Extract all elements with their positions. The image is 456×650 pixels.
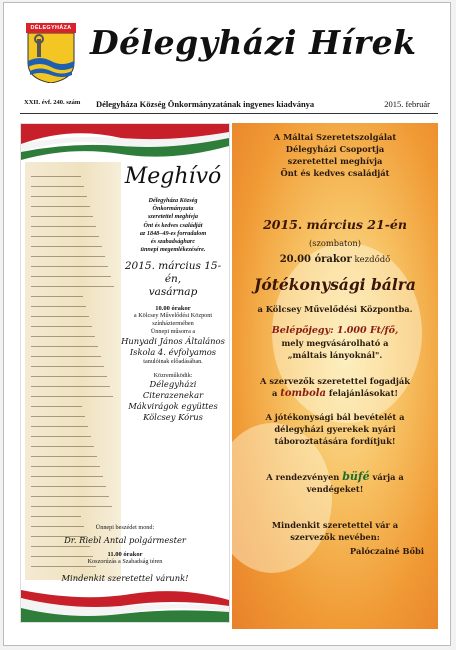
tombola-line — [238, 387, 432, 400]
school-note: tanulóinak előadásában. — [143, 358, 203, 366]
buffet-line: vendégeket! — [306, 484, 364, 494]
flag-ribbon-top — [21, 124, 229, 160]
contributors-label: Közreműködik: — [153, 372, 193, 380]
manuscript-ink-line — [31, 176, 81, 177]
manuscript-ink-line — [31, 206, 90, 207]
charity-intro — [238, 131, 432, 179]
speech-label: Ünnepi beszédet mond: — [95, 524, 155, 531]
manuscript-ink-line — [31, 406, 82, 407]
tombola-block — [238, 375, 432, 400]
ball-weekday: (szombaton) — [309, 238, 361, 248]
ticket-block — [238, 325, 432, 361]
manuscript-ink-line — [31, 386, 110, 387]
speaker: Dr. Riebl Antal polgármester — [64, 535, 186, 545]
manuscript-ink-line — [31, 236, 99, 237]
publisher-line: Délegyháza Község Önkormányzatának ingyenes kiadványa — [96, 99, 315, 109]
organizer-signature: Palóczainé Bőbi — [349, 546, 424, 556]
ticket-line: mely megvásárolható a — [281, 338, 389, 348]
ticket-line: „máltais lányoknál". — [287, 350, 383, 360]
proceeds-line: délegyházi gyerekek nyári — [274, 424, 396, 434]
proceeds-block — [238, 411, 432, 447]
closing-line: Mindenkit szeretettel vár a — [271, 520, 399, 530]
manuscript-ink-line — [31, 426, 88, 427]
contributor: Mákvirágok együttes — [128, 401, 218, 412]
intro-line: Önt és kedves családját — [280, 168, 390, 178]
intro-line: Önt és kedves családját — [143, 221, 203, 229]
intro-line: Délegyháza Község — [148, 197, 198, 204]
buffet-word: büfé — [342, 470, 370, 483]
crest-label: DÉLEGYHÁZA — [26, 23, 76, 33]
buffet-suffix: várja a — [369, 472, 404, 482]
manuscript-ink-line — [31, 316, 89, 317]
intro-line: Önkormányzata — [152, 205, 194, 213]
manuscript-ink-line — [31, 326, 92, 327]
tombola-word: tombola — [280, 388, 327, 399]
manuscript-ink-line — [31, 246, 102, 247]
ball-date: 2015. március 21-én — [263, 217, 407, 232]
manuscript-ink-line — [31, 266, 108, 267]
ticket-price: Belépőjegy: 1.000 Ft/fő, — [271, 325, 399, 336]
proceeds-line: A jótékonysági bál bevételét a — [265, 412, 405, 422]
event-time: 10.00 órakor — [155, 305, 191, 313]
manuscript-ink-line — [31, 496, 109, 497]
school-line: Hunyadi János Általános — [121, 336, 225, 347]
manuscript-ink-line — [31, 446, 94, 447]
newspaper-title: Délegyházi Hírek — [90, 23, 417, 62]
village-crest — [26, 23, 76, 83]
intro-line: szeretettel meghívja — [287, 156, 383, 166]
manuscript-ink-line — [31, 276, 111, 277]
manuscript-ink-line — [31, 346, 98, 347]
manuscript-ink-line — [31, 256, 105, 257]
program-label: Ünnepi műsorra a — [150, 328, 196, 336]
charity-closing — [238, 519, 432, 557]
issue-info-bar — [4, 99, 451, 111]
ball-time — [238, 253, 432, 267]
flag-ribbon-bottom — [21, 586, 229, 622]
venue-line: színháztermében — [152, 320, 194, 328]
contributor: Délegyházi — [149, 379, 197, 390]
buffet-prefix: A rendezvényen — [266, 472, 343, 482]
manuscript-ink-line — [31, 186, 84, 187]
manuscript-ink-line — [31, 466, 100, 467]
proceeds-line: táboroztatására fordítjuk! — [274, 436, 396, 446]
manuscript-ink-line — [31, 366, 104, 367]
venue-line: a Kölcsey Művelődési Központ — [133, 312, 213, 320]
manuscript-ink-line — [31, 476, 103, 477]
ball-venue: a Kölcsey Művelődési Központba. — [257, 304, 413, 314]
invitation-title: Meghívó — [124, 164, 222, 189]
buffet-block — [238, 471, 432, 495]
tombola-line: A szervezők szeretettel fogadják — [260, 376, 410, 386]
manuscript-ink-line — [31, 456, 97, 457]
wreath-text: Koszorúzás a Szabadság téren — [87, 558, 163, 565]
manuscript-ink-line — [31, 356, 101, 357]
manuscript-ink-line — [31, 486, 106, 487]
newsletter-page — [3, 2, 451, 646]
issue-number: XXII. évf. 240. szám — [24, 99, 81, 106]
event-date-line: 2015. március 15-én, — [124, 260, 222, 286]
issue-date: 2015. február — [384, 99, 430, 109]
invitation-text — [119, 164, 227, 423]
manuscript-ink-line — [31, 306, 86, 307]
manuscript-ink-line — [31, 376, 107, 377]
event-date — [119, 260, 227, 299]
manuscript-ink-line — [31, 296, 83, 297]
intro-line: A Máltai Szeretetszolgálat — [273, 132, 397, 142]
closing-line: szervezők nevében: — [290, 532, 380, 542]
event-name: Jótékonysági bálra — [254, 275, 416, 294]
ball-time-suffix: kezdődő — [351, 255, 391, 265]
manuscript-ink-line — [31, 336, 95, 337]
contributor: Kölcsey Kórus — [143, 412, 203, 423]
invitation-panel — [20, 123, 230, 623]
wreath-time: 11.00 órakor — [107, 551, 143, 558]
manuscript-ink-line — [31, 216, 93, 217]
invitation-closing: Mindenkit szeretettel várunk! — [61, 573, 189, 583]
intro-line: Délegyházi Csoportja — [285, 144, 385, 154]
speech-block — [21, 524, 229, 584]
manuscript-image — [25, 162, 121, 580]
intro-line: ünnepi megemlékezésére. — [140, 246, 206, 254]
manuscript-ink-line — [31, 196, 87, 197]
ball-time-value: 20.00 órakor — [279, 254, 352, 265]
charity-ball-flyer — [232, 123, 438, 629]
event-weekday: vasárnap — [148, 286, 198, 299]
manuscript-ink-line — [31, 516, 81, 517]
intro-line: az 1848–49-es forradalom — [139, 229, 207, 237]
manuscript-ink-line — [31, 506, 112, 507]
masthead-rule — [20, 113, 438, 114]
intro-line: szeretettel meghívja — [147, 213, 198, 221]
manuscript-ink-line — [31, 436, 91, 437]
crest-shield-icon — [26, 33, 76, 83]
manuscript-ink-line — [31, 286, 114, 287]
tombola-prefix: a — [271, 388, 281, 398]
tombola-suffix: felajánlásokat! — [326, 388, 399, 398]
buffet-line — [238, 471, 432, 483]
school-line: Iskola 4. évfolyamos — [129, 347, 217, 358]
manuscript-ink-line — [31, 396, 113, 397]
manuscript-ink-line — [31, 226, 96, 227]
intro-line: és szabadságharc — [150, 238, 196, 246]
contributor: Citerazenekar — [142, 390, 204, 401]
manuscript-ink-line — [31, 416, 85, 417]
